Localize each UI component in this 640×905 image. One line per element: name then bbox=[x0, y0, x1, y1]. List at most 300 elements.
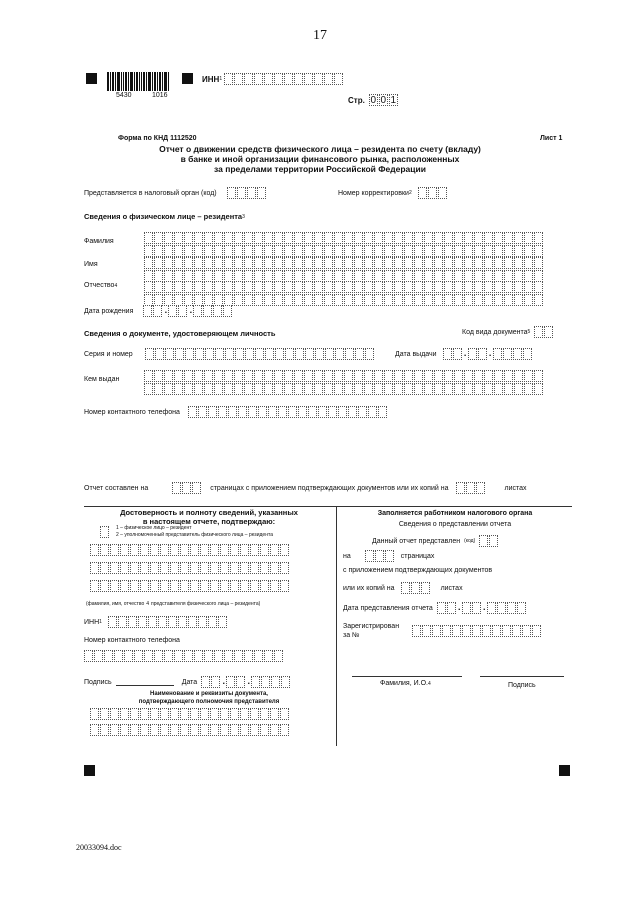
input-cell[interactable] bbox=[454, 281, 463, 293]
input-cell[interactable] bbox=[192, 482, 201, 494]
input-cell[interactable] bbox=[472, 625, 481, 637]
input-cell[interactable] bbox=[143, 305, 152, 317]
input-cell[interactable] bbox=[240, 580, 249, 592]
input-cell[interactable] bbox=[404, 294, 413, 306]
input-cell[interactable] bbox=[414, 257, 423, 269]
input-cell[interactable] bbox=[305, 348, 314, 360]
input-cell[interactable] bbox=[365, 348, 374, 360]
input-cell[interactable] bbox=[280, 562, 289, 574]
input-cell[interactable] bbox=[254, 370, 263, 382]
input-cell[interactable] bbox=[364, 383, 373, 395]
input-cell[interactable] bbox=[164, 281, 173, 293]
input-cell[interactable] bbox=[164, 245, 173, 257]
input-cell[interactable] bbox=[294, 232, 303, 244]
input-cell[interactable] bbox=[220, 580, 229, 592]
input-cell[interactable] bbox=[524, 232, 533, 244]
input-cell[interactable] bbox=[314, 383, 323, 395]
input-cell[interactable] bbox=[364, 232, 373, 244]
report-pages-field[interactable] bbox=[172, 482, 202, 494]
input-cell[interactable] bbox=[144, 650, 153, 662]
input-cell[interactable] bbox=[394, 257, 403, 269]
input-cell[interactable] bbox=[358, 406, 367, 418]
input-cell[interactable] bbox=[434, 294, 443, 306]
input-cell[interactable] bbox=[260, 724, 269, 736]
input-cell[interactable] bbox=[447, 602, 456, 614]
input-cell[interactable] bbox=[374, 281, 383, 293]
input-cell[interactable] bbox=[443, 348, 452, 360]
input-cell[interactable] bbox=[104, 650, 113, 662]
issue-date-field[interactable]: . . bbox=[443, 348, 533, 360]
input-cell[interactable] bbox=[208, 616, 217, 628]
input-cell[interactable] bbox=[255, 348, 264, 360]
input-cell[interactable] bbox=[464, 281, 473, 293]
input-cell[interactable] bbox=[244, 245, 253, 257]
input-cell[interactable] bbox=[244, 232, 253, 244]
input-cell[interactable] bbox=[235, 348, 244, 360]
input-cell[interactable] bbox=[424, 245, 433, 257]
input-cell[interactable] bbox=[404, 245, 413, 257]
birth-date-field[interactable]: . . bbox=[143, 305, 233, 317]
input-cell[interactable] bbox=[174, 245, 183, 257]
input-cell[interactable] bbox=[110, 580, 119, 592]
input-cell[interactable] bbox=[260, 562, 269, 574]
input-cell[interactable] bbox=[454, 370, 463, 382]
input-cell[interactable] bbox=[144, 245, 153, 257]
document-kind-field[interactable] bbox=[534, 326, 554, 338]
representative-name-field-row2[interactable] bbox=[90, 562, 290, 574]
input-cell[interactable] bbox=[374, 232, 383, 244]
input-cell[interactable] bbox=[411, 582, 420, 594]
input-cell[interactable] bbox=[234, 257, 243, 269]
input-cell[interactable] bbox=[150, 724, 159, 736]
input-cell[interactable] bbox=[364, 245, 373, 257]
input-cell[interactable] bbox=[298, 406, 307, 418]
input-cell[interactable] bbox=[464, 383, 473, 395]
input-cell[interactable] bbox=[284, 245, 293, 257]
input-cell[interactable] bbox=[170, 708, 179, 720]
input-cell[interactable] bbox=[324, 257, 333, 269]
input-cell[interactable] bbox=[375, 550, 384, 562]
input-cell[interactable] bbox=[190, 580, 199, 592]
input-cell[interactable] bbox=[264, 281, 273, 293]
input-cell[interactable] bbox=[304, 257, 313, 269]
input-cell[interactable] bbox=[280, 544, 289, 556]
input-cell[interactable] bbox=[218, 616, 227, 628]
input-cell[interactable] bbox=[144, 281, 153, 293]
input-cell[interactable] bbox=[184, 383, 193, 395]
input-cell[interactable] bbox=[160, 708, 169, 720]
input-cell[interactable] bbox=[180, 544, 189, 556]
input-cell[interactable] bbox=[154, 650, 163, 662]
input-cell[interactable] bbox=[324, 383, 333, 395]
input-cell[interactable] bbox=[201, 676, 210, 688]
input-cell[interactable] bbox=[394, 245, 403, 257]
input-cell[interactable] bbox=[160, 562, 169, 574]
input-cell[interactable] bbox=[144, 232, 153, 244]
input-cell[interactable] bbox=[114, 650, 123, 662]
input-cell[interactable] bbox=[472, 602, 481, 614]
input-cell[interactable] bbox=[364, 281, 373, 293]
input-cell[interactable] bbox=[270, 580, 279, 592]
input-cell[interactable] bbox=[182, 482, 191, 494]
input-cell[interactable] bbox=[334, 281, 343, 293]
input-cell[interactable] bbox=[215, 348, 224, 360]
input-cell[interactable] bbox=[190, 562, 199, 574]
input-cell[interactable] bbox=[354, 383, 363, 395]
input-cell[interactable] bbox=[284, 281, 293, 293]
input-cell[interactable] bbox=[384, 281, 393, 293]
input-cell[interactable] bbox=[334, 245, 343, 257]
input-cell[interactable] bbox=[424, 257, 433, 269]
input-cell[interactable] bbox=[454, 232, 463, 244]
input-cell[interactable] bbox=[444, 232, 453, 244]
input-cell[interactable] bbox=[534, 257, 543, 269]
input-cell[interactable] bbox=[424, 281, 433, 293]
input-cell[interactable] bbox=[90, 544, 99, 556]
input-cell[interactable] bbox=[164, 257, 173, 269]
input-cell[interactable] bbox=[507, 602, 516, 614]
input-cell[interactable] bbox=[484, 257, 493, 269]
input-cell[interactable] bbox=[288, 406, 297, 418]
input-cell[interactable] bbox=[244, 281, 253, 293]
input-cell[interactable] bbox=[174, 383, 183, 395]
input-cell[interactable] bbox=[532, 625, 541, 637]
input-cell[interactable] bbox=[374, 370, 383, 382]
input-cell[interactable] bbox=[364, 257, 373, 269]
input-cell[interactable] bbox=[444, 281, 453, 293]
input-cell[interactable] bbox=[198, 616, 207, 628]
input-cell[interactable] bbox=[170, 562, 179, 574]
input-cell[interactable] bbox=[394, 294, 403, 306]
input-cell[interactable] bbox=[394, 383, 403, 395]
input-cell[interactable] bbox=[128, 616, 137, 628]
input-cell[interactable] bbox=[204, 245, 213, 257]
input-cell[interactable] bbox=[474, 383, 483, 395]
input-cell[interactable] bbox=[414, 383, 423, 395]
input-cell[interactable] bbox=[478, 348, 487, 360]
input-cell[interactable] bbox=[224, 383, 233, 395]
input-cell[interactable] bbox=[236, 676, 245, 688]
input-cell[interactable] bbox=[492, 625, 501, 637]
input-cell[interactable] bbox=[214, 232, 223, 244]
input-cell[interactable] bbox=[497, 602, 506, 614]
input-cell[interactable] bbox=[434, 281, 443, 293]
input-cell[interactable] bbox=[214, 370, 223, 382]
input-cell[interactable] bbox=[314, 370, 323, 382]
input-cell[interactable] bbox=[170, 724, 179, 736]
input-cell[interactable] bbox=[190, 724, 199, 736]
input-cell[interactable] bbox=[334, 370, 343, 382]
input-cell[interactable] bbox=[214, 281, 223, 293]
input-cell[interactable] bbox=[264, 245, 273, 257]
input-cell[interactable] bbox=[324, 245, 333, 257]
input-cell[interactable] bbox=[464, 257, 473, 269]
input-cell[interactable] bbox=[404, 383, 413, 395]
input-cell[interactable] bbox=[284, 232, 293, 244]
input-cell[interactable] bbox=[140, 724, 149, 736]
input-cell[interactable] bbox=[194, 245, 203, 257]
input-cell[interactable] bbox=[244, 73, 253, 85]
input-cell[interactable] bbox=[479, 535, 488, 547]
representative-name-field-row3[interactable] bbox=[90, 580, 290, 592]
input-cell[interactable] bbox=[466, 482, 475, 494]
input-cell[interactable] bbox=[100, 544, 109, 556]
input-cell[interactable] bbox=[244, 370, 253, 382]
input-cell[interactable] bbox=[220, 544, 229, 556]
input-cell[interactable] bbox=[130, 708, 139, 720]
input-cell[interactable] bbox=[264, 73, 273, 85]
input-cell[interactable] bbox=[124, 650, 133, 662]
input-cell[interactable] bbox=[100, 708, 109, 720]
input-cell[interactable] bbox=[264, 383, 273, 395]
input-cell[interactable] bbox=[444, 257, 453, 269]
input-cell[interactable] bbox=[434, 370, 443, 382]
input-cell[interactable] bbox=[271, 676, 280, 688]
input-cell[interactable] bbox=[244, 650, 253, 662]
input-cell[interactable] bbox=[205, 348, 214, 360]
input-cell[interactable] bbox=[384, 232, 393, 244]
input-cell[interactable] bbox=[454, 383, 463, 395]
input-cell[interactable] bbox=[324, 232, 333, 244]
input-cell[interactable] bbox=[200, 724, 209, 736]
presented-code-field[interactable] bbox=[479, 535, 499, 547]
right-pages-field[interactable] bbox=[365, 550, 395, 562]
input-cell[interactable] bbox=[324, 294, 333, 306]
input-cell[interactable] bbox=[434, 257, 443, 269]
input-cell[interactable] bbox=[200, 708, 209, 720]
input-cell[interactable] bbox=[274, 281, 283, 293]
input-cell[interactable] bbox=[178, 616, 187, 628]
input-cell[interactable] bbox=[404, 281, 413, 293]
input-cell[interactable] bbox=[404, 232, 413, 244]
input-cell[interactable] bbox=[344, 232, 353, 244]
input-cell[interactable] bbox=[234, 232, 243, 244]
input-cell[interactable] bbox=[344, 245, 353, 257]
input-cell[interactable] bbox=[344, 281, 353, 293]
input-cell[interactable] bbox=[454, 245, 463, 257]
input-cell[interactable] bbox=[494, 294, 503, 306]
input-cell[interactable] bbox=[275, 348, 284, 360]
input-cell[interactable] bbox=[314, 232, 323, 244]
input-cell[interactable] bbox=[502, 625, 511, 637]
input-cell[interactable] bbox=[474, 232, 483, 244]
input-cell[interactable] bbox=[524, 281, 533, 293]
input-cell[interactable] bbox=[334, 383, 343, 395]
input-cell[interactable] bbox=[184, 370, 193, 382]
input-cell[interactable] bbox=[484, 294, 493, 306]
input-cell[interactable] bbox=[513, 348, 522, 360]
input-cell[interactable] bbox=[234, 370, 243, 382]
input-cell[interactable] bbox=[194, 232, 203, 244]
input-cell[interactable] bbox=[274, 294, 283, 306]
input-cell[interactable] bbox=[374, 294, 383, 306]
input-cell[interactable] bbox=[304, 245, 313, 257]
input-cell[interactable] bbox=[294, 294, 303, 306]
input-cell[interactable] bbox=[285, 348, 294, 360]
input-cell[interactable] bbox=[474, 245, 483, 257]
input-cell[interactable] bbox=[150, 580, 159, 592]
input-cell[interactable] bbox=[274, 245, 283, 257]
input-cell[interactable] bbox=[144, 257, 153, 269]
input-cell[interactable] bbox=[504, 257, 513, 269]
input-cell[interactable] bbox=[534, 294, 543, 306]
input-cell[interactable] bbox=[484, 281, 493, 293]
input-cell[interactable] bbox=[230, 724, 239, 736]
input-cell[interactable] bbox=[214, 245, 223, 257]
input-cell[interactable] bbox=[304, 73, 313, 85]
input-cell[interactable] bbox=[524, 383, 533, 395]
input-cell[interactable] bbox=[364, 370, 373, 382]
name-field[interactable] bbox=[144, 257, 544, 269]
input-cell[interactable] bbox=[240, 708, 249, 720]
input-cell[interactable] bbox=[442, 625, 451, 637]
input-cell[interactable] bbox=[184, 245, 193, 257]
input-cell[interactable] bbox=[314, 294, 323, 306]
input-cell[interactable] bbox=[144, 383, 153, 395]
input-cell[interactable] bbox=[534, 281, 543, 293]
input-cell[interactable] bbox=[453, 348, 462, 360]
input-cell[interactable] bbox=[454, 294, 463, 306]
input-cell[interactable] bbox=[294, 257, 303, 269]
input-cell[interactable] bbox=[226, 676, 235, 688]
input-cell[interactable] bbox=[354, 232, 363, 244]
input-cell[interactable] bbox=[254, 383, 263, 395]
input-cell[interactable] bbox=[154, 370, 163, 382]
input-cell[interactable] bbox=[148, 616, 157, 628]
input-cell[interactable] bbox=[284, 73, 293, 85]
input-cell[interactable] bbox=[412, 625, 421, 637]
input-cell[interactable] bbox=[200, 544, 209, 556]
input-cell[interactable] bbox=[295, 348, 304, 360]
input-cell[interactable] bbox=[354, 257, 363, 269]
input-cell[interactable] bbox=[284, 383, 293, 395]
input-cell[interactable] bbox=[514, 370, 523, 382]
input-cell[interactable] bbox=[234, 383, 243, 395]
patronymic-field[interactable] bbox=[144, 281, 544, 293]
confirm-type-field[interactable] bbox=[100, 526, 110, 538]
input-cell[interactable] bbox=[195, 348, 204, 360]
input-cell[interactable] bbox=[484, 232, 493, 244]
input-cell[interactable] bbox=[120, 562, 129, 574]
input-cell[interactable] bbox=[274, 650, 283, 662]
input-cell[interactable] bbox=[254, 294, 263, 306]
input-cell[interactable] bbox=[223, 305, 232, 317]
input-cell[interactable] bbox=[230, 544, 239, 556]
input-cell[interactable] bbox=[140, 544, 149, 556]
input-cell[interactable] bbox=[230, 562, 239, 574]
input-cell[interactable] bbox=[308, 406, 317, 418]
input-cell[interactable] bbox=[194, 257, 203, 269]
input-cell[interactable] bbox=[210, 708, 219, 720]
input-cell[interactable] bbox=[155, 348, 164, 360]
inn-field[interactable] bbox=[224, 73, 344, 85]
input-cell[interactable] bbox=[270, 708, 279, 720]
input-cell[interactable] bbox=[110, 562, 119, 574]
input-cell[interactable] bbox=[434, 232, 443, 244]
input-cell[interactable] bbox=[130, 580, 139, 592]
left-phone-field[interactable] bbox=[84, 650, 284, 662]
input-cell[interactable] bbox=[314, 281, 323, 293]
input-cell[interactable] bbox=[164, 383, 173, 395]
input-cell[interactable] bbox=[140, 580, 149, 592]
input-cell[interactable] bbox=[418, 187, 427, 199]
input-cell[interactable] bbox=[245, 348, 254, 360]
input-cell[interactable] bbox=[264, 370, 273, 382]
input-cell[interactable] bbox=[190, 708, 199, 720]
input-cell[interactable] bbox=[254, 650, 263, 662]
input-cell[interactable] bbox=[260, 708, 269, 720]
input-cell[interactable] bbox=[264, 257, 273, 269]
input-cell[interactable] bbox=[140, 708, 149, 720]
input-cell[interactable] bbox=[384, 370, 393, 382]
input-cell[interactable] bbox=[193, 305, 202, 317]
input-cell[interactable] bbox=[494, 245, 503, 257]
input-cell[interactable] bbox=[494, 370, 503, 382]
input-cell[interactable] bbox=[94, 650, 103, 662]
input-cell[interactable] bbox=[514, 383, 523, 395]
input-cell[interactable] bbox=[90, 724, 99, 736]
input-cell[interactable] bbox=[368, 406, 377, 418]
series-field[interactable] bbox=[145, 348, 375, 360]
input-cell[interactable] bbox=[210, 562, 219, 574]
input-cell[interactable] bbox=[134, 650, 143, 662]
input-cell[interactable] bbox=[268, 406, 277, 418]
input-cell[interactable] bbox=[474, 257, 483, 269]
input-cell[interactable] bbox=[394, 232, 403, 244]
input-cell[interactable] bbox=[160, 580, 169, 592]
input-cell[interactable] bbox=[274, 73, 283, 85]
input-cell[interactable] bbox=[224, 281, 233, 293]
authority-document-field-row2[interactable] bbox=[90, 724, 290, 736]
input-cell[interactable] bbox=[284, 257, 293, 269]
input-cell[interactable] bbox=[180, 708, 189, 720]
input-cell[interactable] bbox=[489, 535, 498, 547]
input-cell[interactable] bbox=[324, 370, 333, 382]
input-cell[interactable] bbox=[211, 676, 220, 688]
input-cell[interactable] bbox=[422, 625, 431, 637]
input-cell[interactable] bbox=[476, 482, 485, 494]
input-cell[interactable] bbox=[524, 370, 533, 382]
input-cell[interactable] bbox=[364, 294, 373, 306]
input-cell[interactable] bbox=[178, 305, 187, 317]
input-cell[interactable] bbox=[220, 724, 229, 736]
input-cell[interactable] bbox=[493, 348, 502, 360]
input-cell[interactable] bbox=[304, 232, 313, 244]
input-cell[interactable] bbox=[260, 544, 269, 556]
input-cell[interactable] bbox=[414, 281, 423, 293]
input-cell[interactable] bbox=[524, 294, 533, 306]
input-cell[interactable] bbox=[228, 406, 237, 418]
input-cell[interactable] bbox=[254, 281, 263, 293]
input-cell[interactable] bbox=[194, 650, 203, 662]
input-cell[interactable] bbox=[434, 245, 443, 257]
input-cell[interactable] bbox=[464, 232, 473, 244]
input-cell[interactable] bbox=[170, 544, 179, 556]
input-cell[interactable] bbox=[224, 73, 233, 85]
input-cell[interactable] bbox=[325, 348, 334, 360]
input-cell[interactable] bbox=[150, 544, 159, 556]
input-cell[interactable] bbox=[354, 370, 363, 382]
page-number-field[interactable] bbox=[369, 94, 399, 106]
input-cell[interactable] bbox=[204, 650, 213, 662]
input-cell[interactable] bbox=[224, 650, 233, 662]
input-cell[interactable] bbox=[160, 724, 169, 736]
input-cell[interactable] bbox=[444, 294, 453, 306]
correction-field[interactable] bbox=[418, 187, 448, 199]
input-cell[interactable] bbox=[184, 650, 193, 662]
input-cell[interactable] bbox=[278, 406, 287, 418]
input-cell[interactable] bbox=[503, 348, 512, 360]
